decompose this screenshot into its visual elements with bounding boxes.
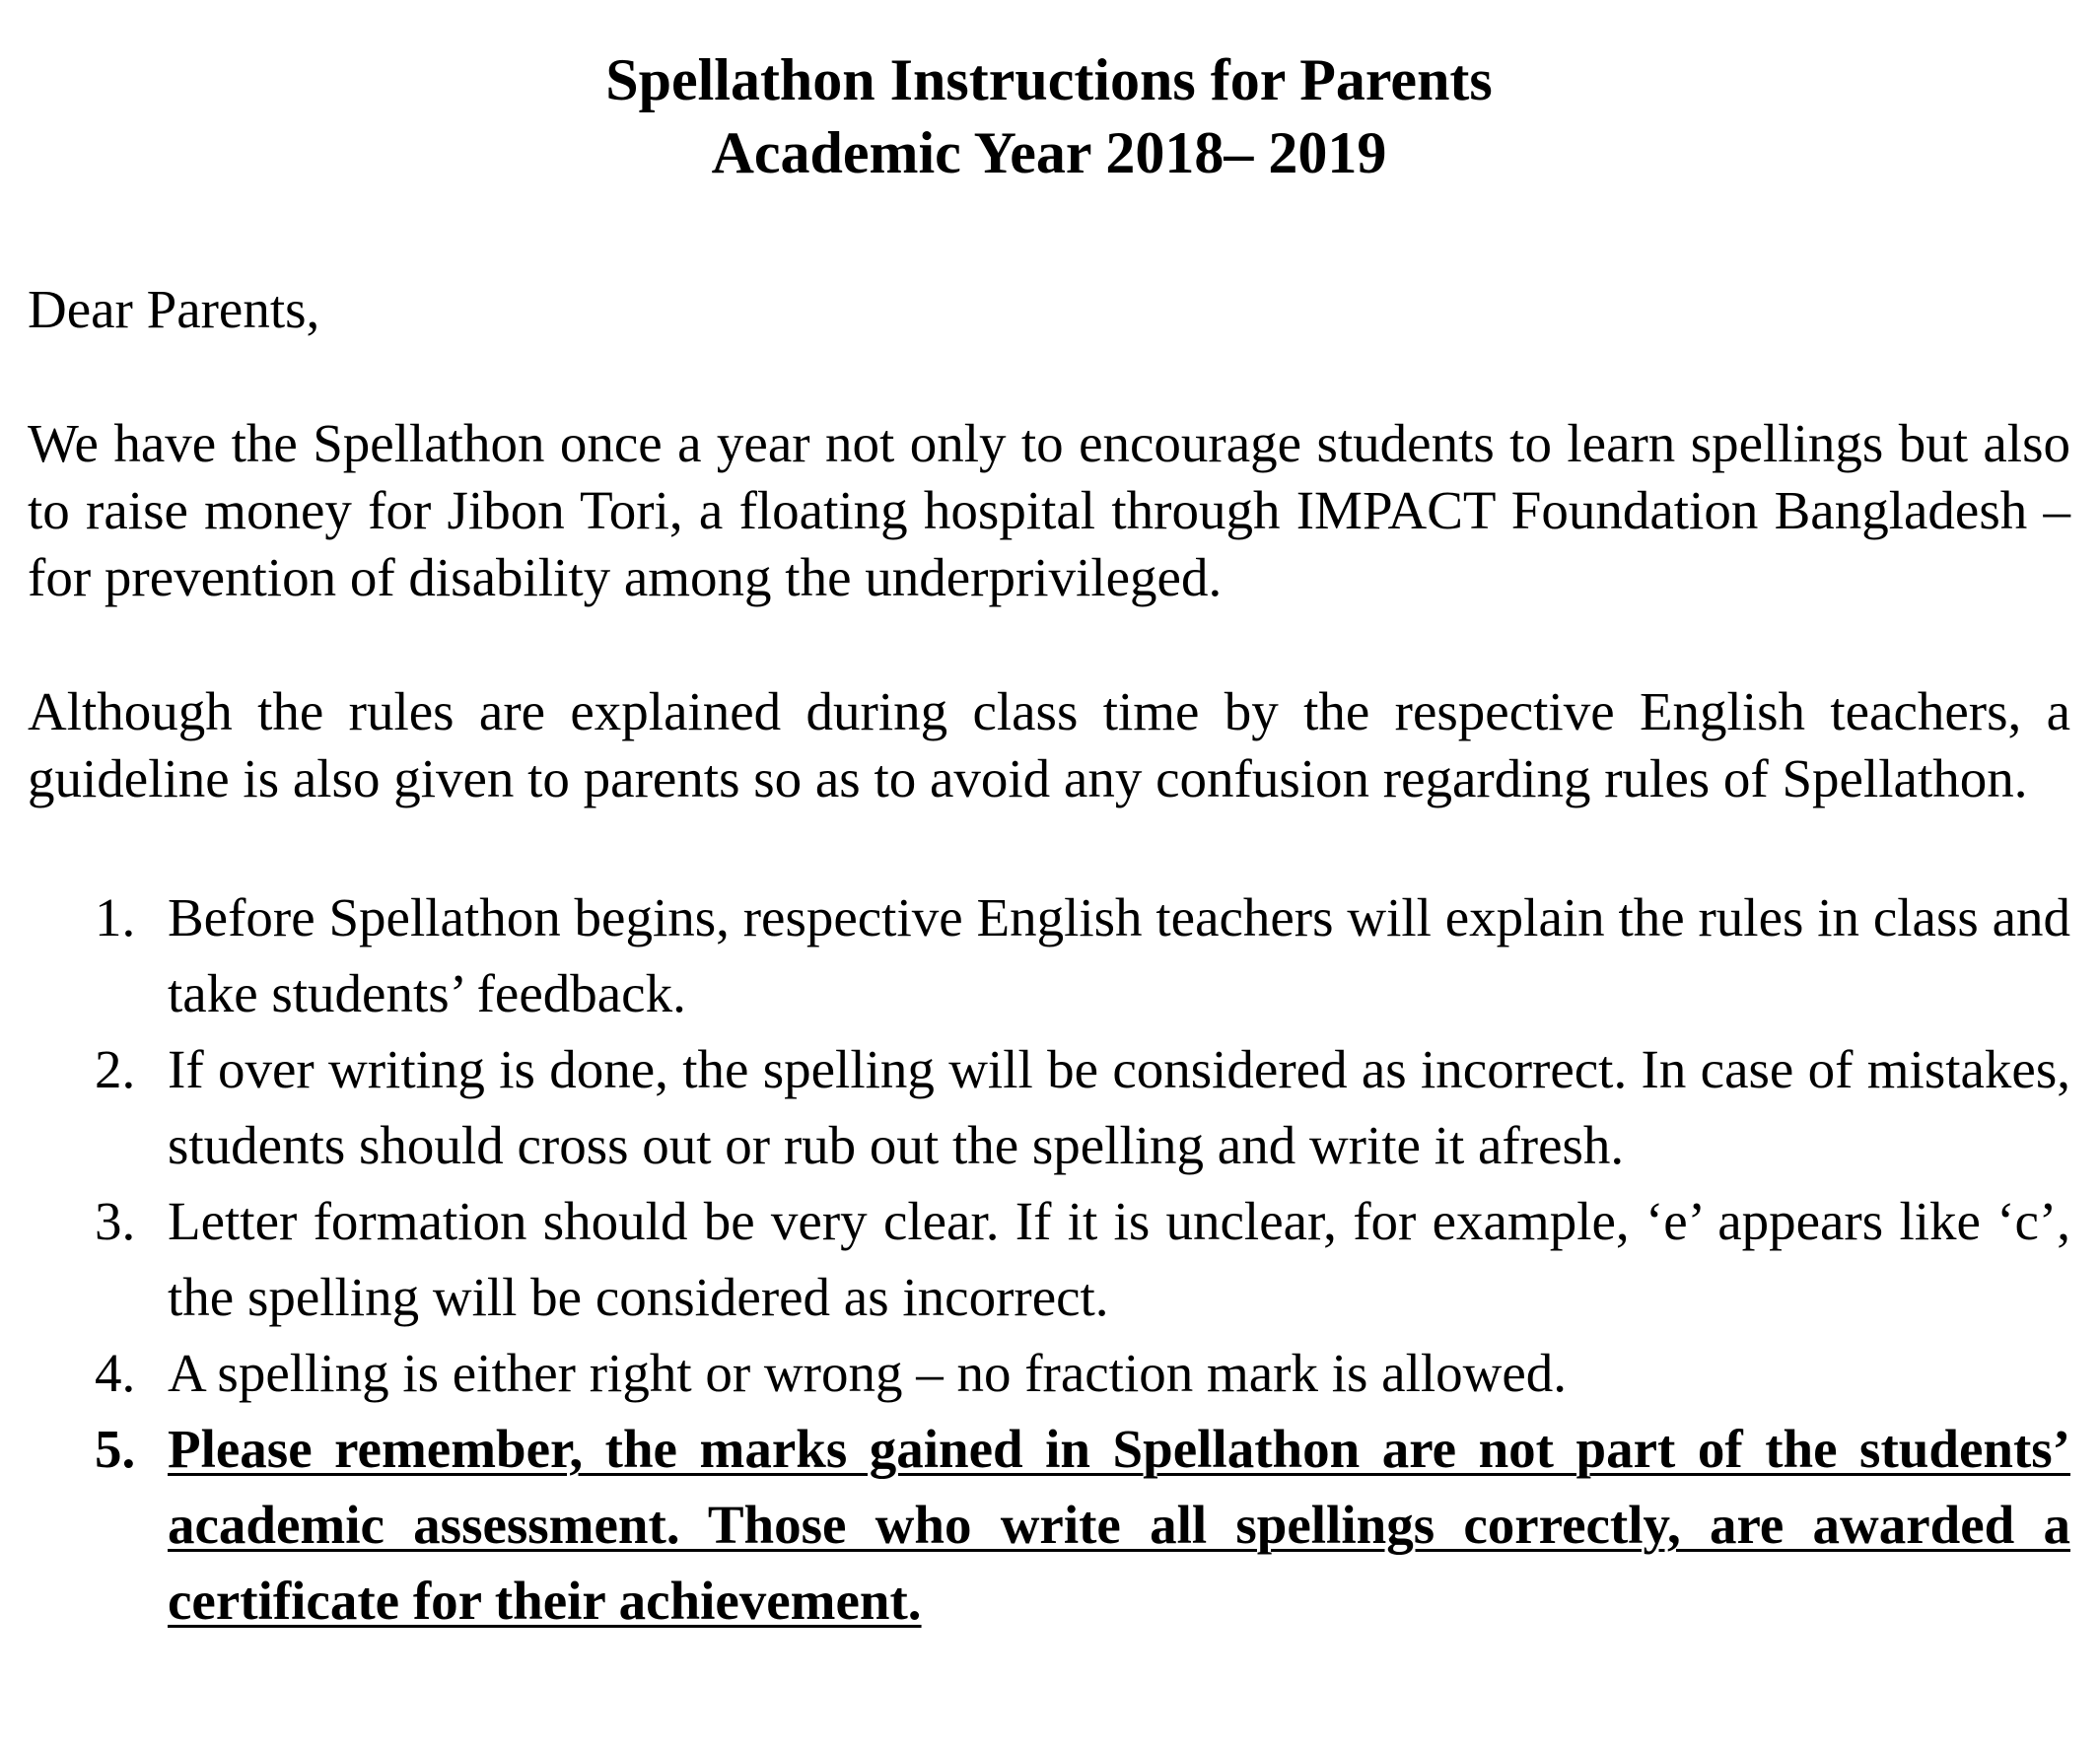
rule-text: If over writing is done, the spelling will be considered as incorrect. In case of mistakes, students should cross out or rub out the spelling and write it afresh. [168,1039,2070,1175]
rule-item-1 [28,879,2070,1031]
rule-number: 5. [95,1419,136,1479]
rule-text-underlined: Please remember, the marks gained in Spellathon are not part of the students’ academic assessment. Those who write all spellings correctly, are awarded a certificate for their achievement. [168,1419,2070,1631]
document-title [28,43,2070,189]
rule-text: A spelling is either right or wrong – no fraction mark is allowed. [168,1343,1568,1403]
rule-item-2 [28,1031,2070,1183]
intro-paragraph: We have the Spellathon once a year not only to encourage students to learn spellings but also to raise money for Jibon Tori, a floating hospital through IMPACT Foundation Bangladesh – for prevention of disability among the underprivileged. [28,413,2070,607]
rule-number: 3. [95,1191,136,1251]
rules-list [28,879,2070,1639]
salutation: Dear Parents, [28,279,320,339]
title-line-2: Academic Year 2018– 2019 [711,120,1387,185]
rule-number: 1. [95,887,136,947]
rule-item-5-important [28,1411,2070,1639]
rule-text: Letter formation should be very clear. If it is unclear, for example, ‘e’ appears like ‘c’, the spelling will be considered as incorrect. [168,1191,2070,1327]
guideline-paragraph: Although the rules are explained during class time by the respective English teachers, a guideline is also given to parents so as to avoid any confusion regarding rules of Spellathon. [28,681,2070,808]
rule-text: Before Spellathon begins, respective English teachers will explain the rules in class and take students’ feedback. [168,887,2070,1023]
title-line-1: Spellathon Instructions for Parents [605,47,1493,112]
rule-number: 4. [95,1343,136,1403]
rule-item-3 [28,1183,2070,1335]
rule-item-4 [28,1335,2070,1411]
rule-number: 2. [95,1039,136,1099]
